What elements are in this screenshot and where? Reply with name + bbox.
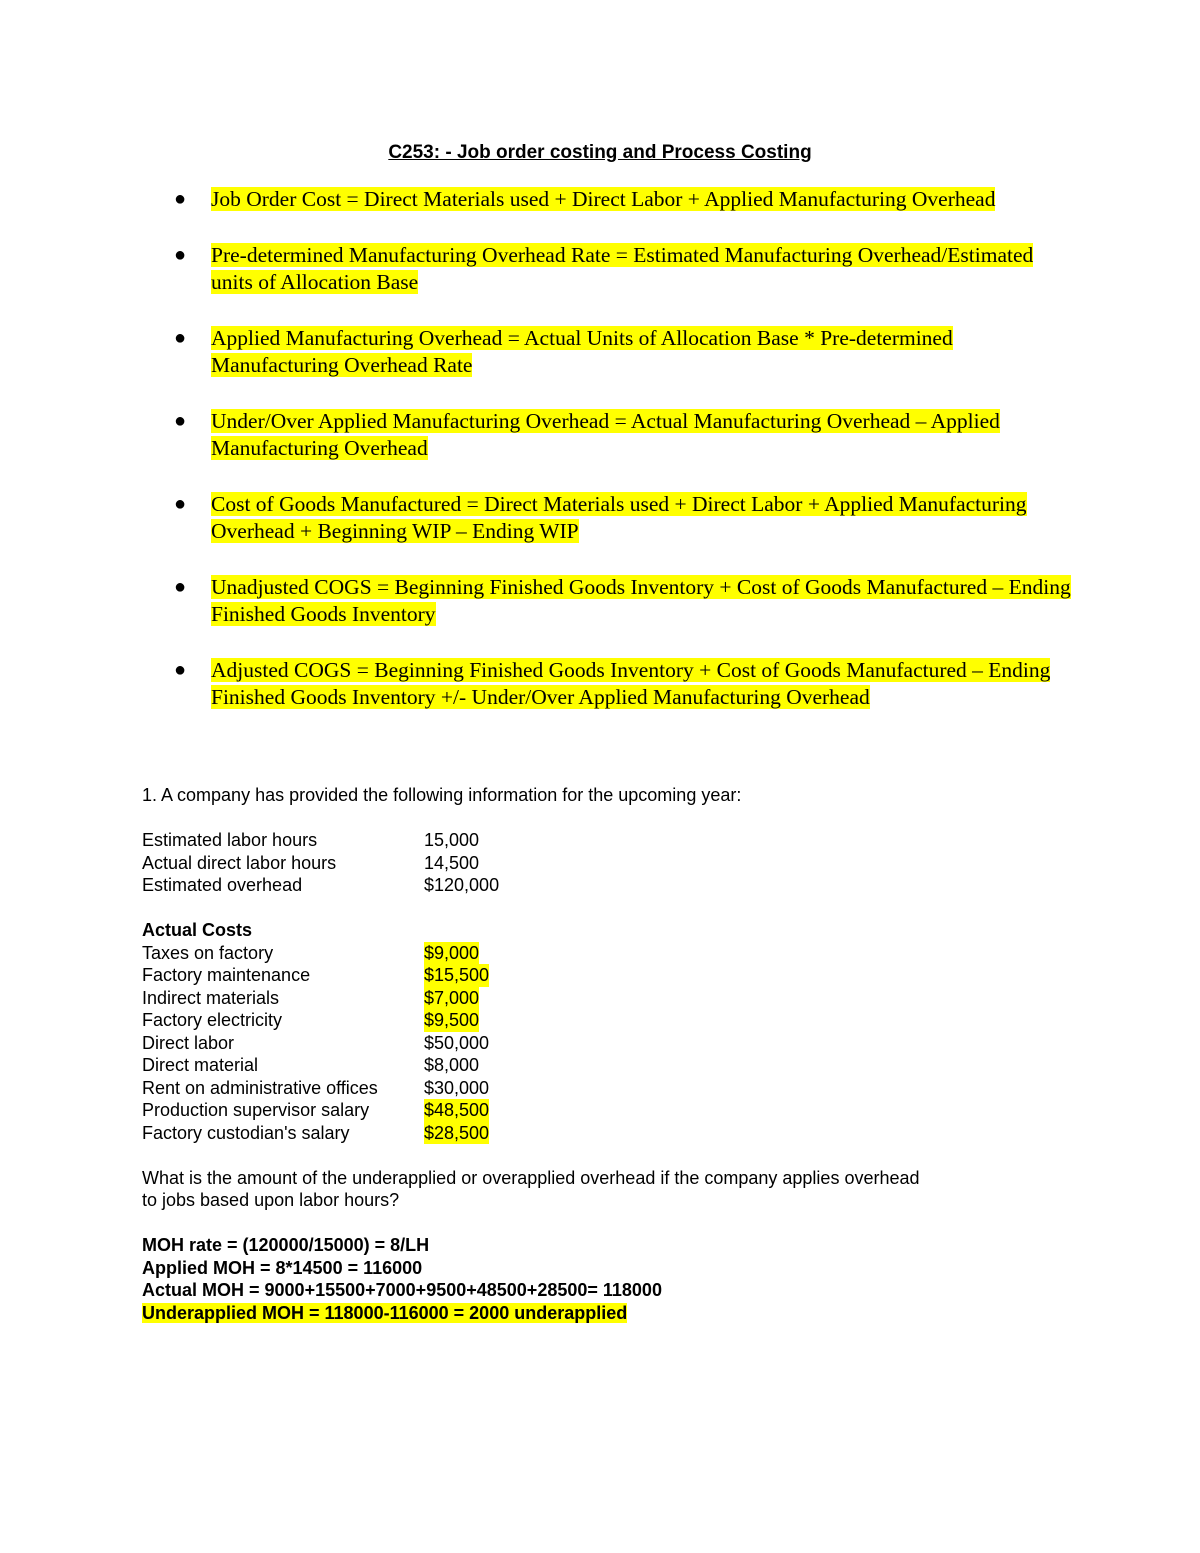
solution-line: Applied MOH = 8*14500 = 116000 [142,1257,423,1278]
row-value: $50,000 [424,1032,490,1053]
row-value: $120,000 [424,875,500,895]
row-label: Factory maintenance [142,965,311,985]
table-row [142,1009,1142,1032]
bullet-icon: ● [174,244,187,266]
actual-costs-heading [142,919,1142,942]
row-value: $8,000 [424,1055,480,1075]
section-heading: Actual Costs [142,920,253,940]
formula-text: Under/Over Applied Manufacturing Overhead = Actual Manufacturing Overhead – Applied Manufacturing Overhead [211,409,1000,460]
row-label: Factory electricity [142,1010,283,1030]
row-value: $15,500 [424,965,490,985]
row-label: Rent on administrative offices [142,1077,378,1098]
actual-costs-table [142,942,1142,1145]
formula-item [0,491,1071,545]
bullet-icon: ● [174,493,187,515]
row-value: $7,000 [424,987,480,1008]
row-value: $28,500 [424,1122,490,1143]
row-label: Direct material [142,1055,259,1075]
problem-section [142,784,1142,1324]
bullet-icon: ● [174,188,187,210]
question-line: What is the amount of the underapplied or overapplied overhead if the company applies overhead [142,1167,920,1188]
table-row [142,1054,1142,1077]
formula-text: Adjusted COGS = Beginning Finished Goods Inventory + Cost of Goods Manufactured – Ending Finished Goods Inventory +/- Under/Over Applied Manufacturing Overhead [211,658,1051,709]
table-row [142,964,1142,987]
table-row [142,852,1142,875]
solution-block [142,1234,1142,1324]
formula-item [0,574,1071,628]
solution-line: Actual MOH = 9000+15500+7000+9500+48500+28500= 118000 [142,1280,662,1300]
question-line: to jobs based upon labor hours? [142,1190,400,1210]
table-row [142,1099,1142,1122]
row-value: $30,000 [424,1077,490,1098]
formula-list [0,186,1200,740]
row-label: Direct labor [142,1032,235,1053]
row-value: 14,500 [424,852,480,873]
row-value: 15,000 [424,830,480,850]
formula-text: Applied Manufacturing Overhead = Actual Units of Allocation Base * Pre-determined Manufacturing Overhead Rate [211,326,953,377]
formula-item [0,186,1071,213]
formula-item [0,325,1071,379]
table-row [142,1032,1142,1055]
row-label: Actual direct labor hours [142,852,337,873]
bullet-icon: ● [174,327,187,349]
row-label: Estimated labor hours [142,830,318,850]
bullet-icon: ● [174,659,187,681]
formula-item [0,242,1071,296]
formula-text: Unadjusted COGS = Beginning Finished Goods Inventory + Cost of Goods Manufactured – Ending Finished Goods Inventory [211,575,1071,626]
formula-item [0,657,1071,711]
row-label: Production supervisor salary [142,1100,370,1120]
problem-intro: 1. A company has provided the following information for the upcoming year: [142,785,742,805]
bullet-icon: ● [174,410,187,432]
row-value: $48,500 [424,1100,490,1120]
table-row [142,874,1142,897]
row-label: Taxes on factory [142,942,274,963]
row-label: Indirect materials [142,987,280,1008]
row-value: $9,000 [424,942,480,963]
formula-item [0,408,1071,462]
table-row [142,1122,1142,1145]
row-label: Factory custodian's salary [142,1122,350,1143]
formula-text: Pre-determined Manufacturing Overhead Rate = Estimated Manufacturing Overhead/Estimated units of Allocation Base [211,243,1034,294]
solution-line: MOH rate = (120000/15000) = 8/LH [142,1235,430,1255]
row-value: $9,500 [424,1010,480,1030]
formula-text: Cost of Goods Manufactured = Direct Materials used + Direct Labor + Applied Manufacturing Overhead + Beginning WIP – Ending WIP [211,492,1027,543]
page-title: C253: - Job order costing and Process Costing [388,142,812,163]
estimates-table [142,829,1142,897]
table-row [142,942,1142,965]
solution-line: Underapplied MOH = 118000-116000 = 2000 underapplied [142,1302,628,1323]
bullet-icon: ● [174,576,187,598]
formula-text: Job Order Cost = Direct Materials used + Direct Labor + Applied Manufacturing Overhead [211,187,996,211]
row-label: Estimated overhead [142,875,303,895]
table-row [142,829,1142,852]
table-row [142,1077,1142,1100]
table-row [142,987,1142,1010]
